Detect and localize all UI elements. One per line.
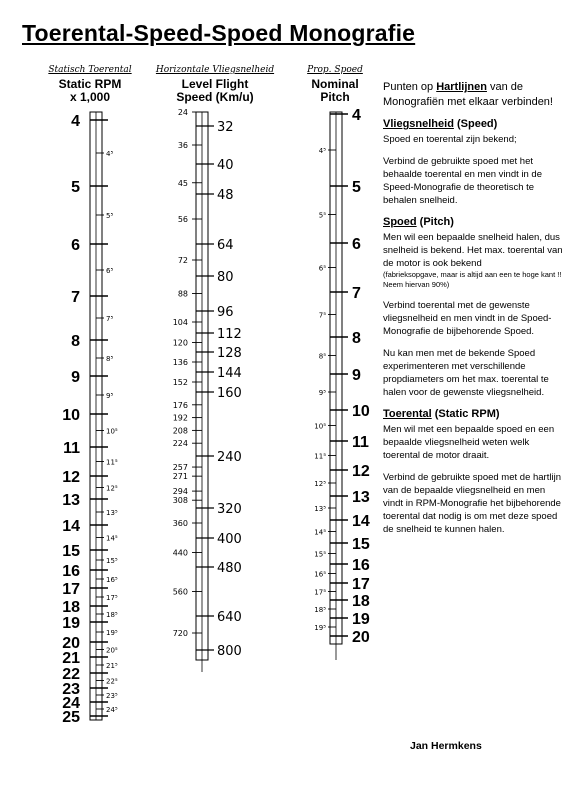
pitch-minor-label: 11⁵ [314,452,326,461]
pitch-major-label: 6 [352,236,361,253]
speed-left-label: 440 [172,548,188,558]
intro-part-1: Punten op [383,81,437,93]
pitch-label-line2: Pitch [320,90,350,104]
pitch-major-label: 13 [352,489,370,506]
speed-handwritten-label: Horizontale Vliegsnelheid [155,65,275,75]
speed-left-label: 72 [177,256,188,265]
speed-right-label: 480 [217,561,242,576]
pitch-minor-label: 8⁵ [318,352,326,361]
rpm-minor-label: 15⁵ [106,557,118,565]
pitch-major-label: 15 [352,536,370,553]
rpm-major-label: 24 [62,695,80,712]
rpm-major-label: 9 [71,369,80,386]
pitch-note: (fabrieksopgave, maar is altijd aan een te hoge kant !! Neem hiervan 90%) [383,270,562,289]
speed-left-label: 360 [172,519,188,528]
speed-left-label: 720 [172,629,188,638]
pitch-major-label: 12 [352,463,370,480]
pitch-minor-label: 18⁵ [314,606,326,614]
author-name: Jan Hermkens [410,740,482,752]
speed-right-label: 640 [217,610,242,625]
speed-left-label: 192 [172,413,188,423]
pitch-minor-label: 5⁵ [318,211,326,220]
page-title: Toerental-Speed-Spoed Monografie [22,20,416,46]
rpm-minor-label: 24⁵ [106,706,118,714]
pitch-heading-rest: (Pitch) [416,216,454,228]
speed-right-label: 32 [217,120,234,135]
speed-scale [173,108,242,672]
rpm-minor-label: 11⁵ [106,458,118,467]
intro-hartlijnen: Hartlijnen [436,81,487,93]
pitch-minor-label: 14⁵ [314,528,326,537]
rpm-label-line2: x 1,000 [69,90,111,104]
rpm-scale [62,112,118,726]
speed-heading-rest: (Speed) [453,118,498,130]
speed-right-label: 80 [217,270,234,285]
rpm-minor-label: 21⁵ [106,662,118,670]
rpm-heading-rest: (Static RPM) [431,408,500,420]
rpm-minor-label: 22⁵ [106,677,118,686]
pitch-section-p3: Nu kan men met de bekende Spoed experimenteren met verschillende propdiameters om het max. toerental te halen voor de gewenste vliegsnelheid. [383,348,549,398]
speed-left-label: 56 [177,215,188,224]
instructions-panel [383,80,563,545]
speed-left-label: 36 [177,141,188,150]
speed-left-label: 24 [177,108,188,117]
speed-right-label: 96 [217,305,234,320]
pitch-minor-label: 9⁵ [318,389,326,397]
speed-right-label: 400 [217,532,242,547]
pitch-major-label: 19 [352,611,370,628]
speed-right-label: 48 [217,188,234,203]
speed-right-label: 800 [217,644,242,659]
pitch-section-p2: Verbind toerental met de gewenste vliegsnelheid en men vindt in de Spoed-Monografie de bijbehorende Spoed. [383,300,552,337]
intro-part-3: van de Monografiën met elkaar verbinden! [383,81,553,108]
pitch-minor-label: 19⁵ [314,624,326,632]
speed-right-label: 320 [217,502,242,517]
speed-right-label: 112 [217,327,242,342]
rpm-major-label: 10 [62,407,80,424]
rpm-major-label: 22 [62,666,80,683]
rpm-minor-label: 13⁵ [106,509,118,517]
speed-right-label: 160 [217,386,242,401]
speed-left-label: 45 [177,178,188,188]
pitch-major-label: 11 [352,434,369,451]
pitch-major-label: 18 [352,593,370,610]
speed-right-label: 240 [217,450,242,465]
rpm-major-label: 18 [62,599,80,616]
speed-left-label: 560 [172,587,188,597]
rpm-major-label: 4 [71,113,80,130]
rpm-major-label: 20 [62,635,80,652]
pitch-minor-label: 4⁵ [318,147,326,155]
rpm-handwritten-label: Statisch Toerental [48,65,132,75]
pitch-handwritten-label: Prop. Spoed [307,65,363,75]
pitch-major-label: 8 [352,330,361,347]
pitch-major-label: 16 [352,557,370,574]
speed-left-label: 120 [172,338,188,348]
pitch-major-label: 14 [352,513,370,530]
rpm-major-label: 16 [62,563,80,580]
rpm-major-label: 12 [62,469,80,486]
speed-right-label: 40 [217,158,234,173]
rpm-minor-label: 10⁵ [106,427,118,436]
pitch-section-heading [383,216,563,229]
speed-left-label: 176 [172,400,188,410]
rpm-minor-label: 16⁵ [106,576,118,584]
pitch-minor-label: 6⁵ [318,264,326,273]
pitch-major-label: 20 [352,629,370,646]
pitch-scale [314,107,370,660]
speed-left-label: 152 [172,378,188,387]
speed-right-label: 144 [217,366,242,381]
rpm-minor-label: 9⁵ [106,392,114,400]
rpm-major-label: 17 [62,581,80,598]
speed-label-line2: Speed (Km/u) [176,90,254,104]
rpm-major-label: 21 [62,650,80,667]
rpm-major-label: 14 [62,518,80,535]
rpm-minor-label: 14⁵ [106,534,118,543]
speed-heading-underlined: Vliegsnelheid [383,118,454,130]
speed-section-heading [383,118,563,131]
pitch-minor-label: 16⁵ [314,570,326,579]
rpm-major-label: 6 [71,237,80,254]
pitch-major-label: 17 [352,576,370,593]
pitch-label-line1: Nominal [311,77,359,91]
rpm-major-label: 19 [62,615,80,632]
pitch-p1-text: Men wil een bepaalde snelheid halen, dus snelheid is bekend. Het max. toerental van de motor is ook bekend [383,232,563,269]
rpm-major-label: 25 [62,709,80,726]
rpm-section-p1: Men wil met een bepaalde spoed en een bepaalde vliegsnelheid weten welk toerental de motor draait. [383,424,555,461]
rpm-major-label: 15 [62,543,80,560]
rpm-minor-label: 23⁵ [106,692,118,700]
speed-right-label: 64 [217,238,234,253]
speed-left-label: 294 [172,487,188,497]
pitch-major-label: 4 [352,107,361,124]
speed-label-line1: Level Flight [181,77,249,91]
pitch-major-label: 9 [352,367,361,384]
pitch-major-label: 7 [352,285,361,302]
pitch-major-label: 5 [352,179,361,196]
rpm-minor-label: 5⁵ [106,212,114,220]
rpm-section-p2: Verbind de gebruikte spoed met de hartlijn van de bepaalde vliegsnelheid en men vindt in RPM-Monografie het bijbehorende toerental dat nodig is om met deze spoed de snelheid te kunnen halen. [383,472,561,535]
rpm-major-label: 8 [71,333,80,350]
pitch-minor-label: 10⁵ [314,422,326,431]
speed-left-label: 271 [172,472,188,482]
rpm-minor-label: 7⁵ [106,315,114,323]
speed-section-p1: Spoed en toerental zijn bekend; [383,134,517,145]
speed-left-label: 104 [172,318,188,327]
rpm-major-label: 11 [63,440,80,457]
pitch-minor-label: 17⁵ [314,588,326,597]
rpm-minor-label: 4⁵ [106,150,114,158]
speed-left-label: 224 [172,439,188,449]
intro-text [383,80,563,110]
rpm-minor-label: 8⁵ [106,355,114,363]
speed-section-p2: Verbind de gebruikte spoed met het behaalde toerental en men vindt in de Speed-Monografie de theoretisch te behalen snelheid. [383,156,542,206]
rpm-heading-underlined: Toerental [383,408,432,420]
pitch-major-label: 10 [352,403,370,420]
rpm-label-line1: Static RPM [58,77,122,91]
rpm-major-label: 13 [62,492,80,509]
pitch-minor-label: 12⁵ [314,480,326,488]
pitch-minor-label: 7⁵ [318,311,326,320]
rpm-major-label: 5 [71,179,80,196]
speed-left-label: 136 [172,358,188,367]
pitch-heading-underlined: Spoed [383,216,417,228]
rpm-major-label: 7 [71,289,80,306]
rpm-minor-label: 17⁵ [106,594,118,602]
speed-left-label: 88 [177,289,188,299]
rpm-minor-label: 20⁵ [106,646,118,655]
pitch-minor-label: 13⁵ [314,505,326,513]
rpm-section-heading [383,408,563,421]
pitch-section-p1 [383,231,563,290]
speed-left-label: 257 [172,463,188,473]
rpm-minor-label: 19⁵ [106,629,118,637]
rpm-minor-label: 6⁵ [106,267,114,275]
rpm-minor-label: 18⁵ [106,611,118,619]
rpm-minor-label: 12⁵ [106,484,118,493]
speed-left-label: 308 [172,496,188,506]
pitch-minor-label: 15⁵ [314,550,326,559]
rpm-major-label: 23 [62,681,80,698]
speed-right-label: 128 [217,346,242,361]
speed-left-label: 208 [172,426,188,436]
